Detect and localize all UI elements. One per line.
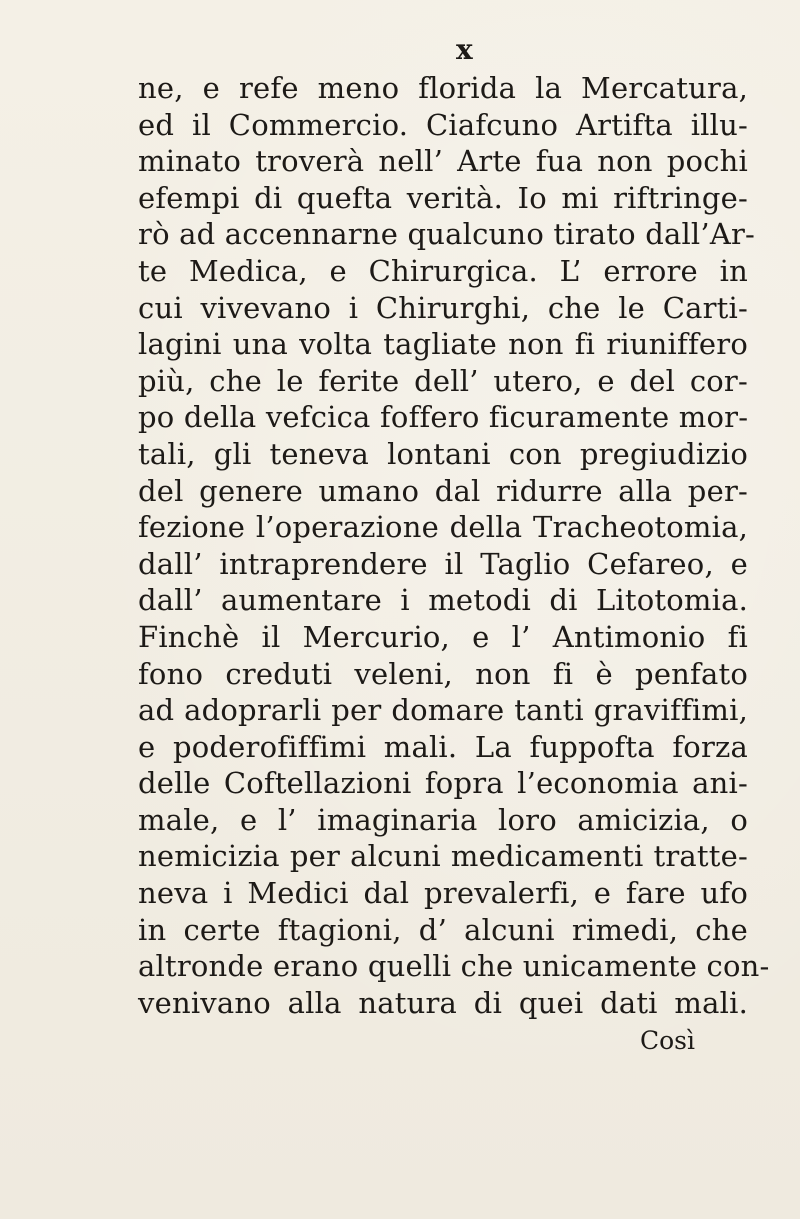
text-line-21: male, e l’ imaginaria loro amicizia, o	[138, 802, 748, 837]
text-line-11: tali, gli teneva lontani con pregiudizio	[138, 436, 748, 471]
page-number: x	[456, 33, 473, 66]
text-line-10: po della vefcica foffero ficuramente mor-	[138, 400, 749, 435]
text-line-4: efempi di quefta verità. Io mi riftringe-	[138, 180, 748, 215]
text-line-1: ne, e refe meno florida la Mercatura,	[138, 71, 748, 105]
text-line-13: fezione l’operazione della Tracheotomia,	[138, 510, 748, 545]
text-line-7: cui vivevano i Chirurghi, che le Carti-	[138, 290, 748, 325]
text-line-16: Finchè il Mercurio, e l’ Antimonio fi	[138, 619, 748, 654]
text-line-20: delle Coftellazioni fopra l’economia ani-	[138, 766, 748, 801]
body-text	[138, 70, 770, 1021]
text-line-24: in certe ftagioni, d’ alcuni rimedi, che	[138, 912, 748, 947]
text-line-12: del genere umano dal ridurre alla per-	[138, 473, 748, 508]
text-line-6: te Medica, e Chirurgica. L’ errore in	[138, 253, 748, 288]
text-line-8: lagini una volta tagliate non fi riuniffero	[138, 327, 748, 362]
text-line-5: rò ad accennarne qualcuno tirato dall’Ar-	[138, 217, 756, 252]
text-line-9: più, che le ferite dell’ utero, e del cor-	[138, 363, 748, 398]
catchword: Così	[640, 1026, 696, 1055]
text-line-15: dall’ aumentare i metodi di Litotomia.	[138, 583, 748, 618]
text-line-23: neva i Medici dal prevalerfi, e fare ufo	[138, 876, 748, 911]
text-line-25: altronde erano quelli che unicamente con-	[138, 949, 770, 984]
text-line-3: minato troverà nell’ Arte fua non pochi	[138, 144, 748, 179]
text-line-22: nemicizia per alcuni medicamenti tratte-	[138, 839, 748, 874]
text-line-18: ad adoprarli per domare tanti graviffimi,	[138, 693, 748, 728]
text-line-17: fono creduti veleni, non fi è penfato	[138, 656, 748, 691]
text-line-19: e poderofiffimi mali. La fuppofta forza	[138, 729, 748, 764]
text-line-2: ed il Commercio. Ciafcuno Artifta illu-	[138, 107, 748, 142]
text-line-14: dall’ intraprendere il Taglio Cefareo, e	[138, 546, 748, 581]
text-line-26: venivano alla natura di quei dati mali.	[138, 985, 748, 1020]
